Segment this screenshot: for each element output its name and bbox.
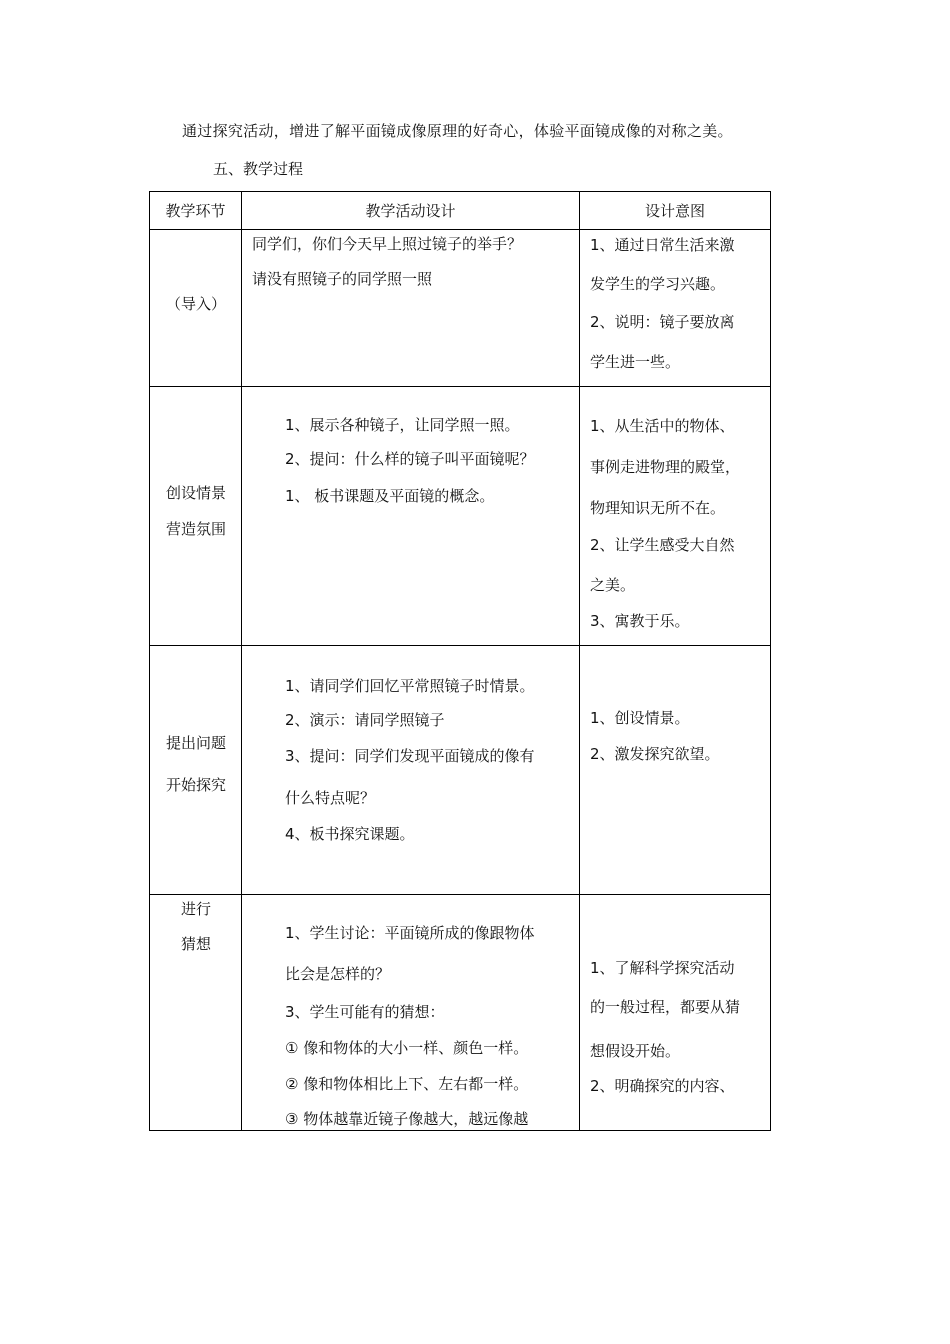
intent-line: 想假设开始。 [590,1042,681,1060]
stage-cell [150,646,242,895]
header-intent: 设计意图 [580,192,771,230]
table-row [150,646,771,895]
intent-line: 的一般过程，都要从猜 [590,998,741,1016]
stage-cell [150,895,242,1131]
activity-line: 请没有照镜子的同学照一照 [252,270,433,288]
intent-cell [580,387,771,646]
stage-label: 提出问题 [165,734,226,752]
intent-line: 1、从生活中的物体、 [590,417,735,435]
intent-cell [580,895,771,1131]
stage-label: （导入） [165,295,226,313]
activity-line: 比会是怎样的？ [285,965,391,983]
activity-line: 3、学生可能有的猜想： [285,1003,445,1021]
teaching-process-table [149,191,771,1131]
activity-line: ③ 物体越靠近镜子像越大，越远像越 [285,1110,529,1128]
stage-cell [150,230,242,387]
stage-label: 营造氛围 [165,520,226,538]
stage-label: 创设情景 [165,484,226,502]
activity-cell [242,230,580,387]
activity-cell [242,387,580,646]
activity-line: 2、提问：什么样的镜子叫平面镜呢？ [285,450,535,468]
activity-line: 1、展示各种镜子，让同学照一照。 [285,416,520,434]
intent-line: 物理知识无所不在。 [590,499,726,517]
header-stage: 教学环节 [150,192,242,230]
activity-line: ① 像和物体的大小一样、颜色一样。 [285,1039,529,1057]
intent-line: 事例走进物理的殿堂， [590,458,741,476]
activity-cell [242,646,580,895]
intent-line: 2、说明：镜子要放离 [590,313,735,331]
section-title: 五、教学过程 [213,160,304,178]
activity-line: 1、学生讨论：平面镜所成的像跟物体 [285,924,535,942]
intent-line: 2、激发探究欲望。 [590,745,720,763]
activity-line: 什么特点呢？ [285,789,376,807]
activity-cell [242,895,580,1131]
stage-label: 进行 [180,900,211,918]
intro-paragraph: 通过探究活动，增进了解平面镜成像原理的好奇心，体验平面镜成像的对称之美。 [182,122,733,140]
stage-label: 猜想 [180,935,211,953]
stage-label: 开始探究 [165,776,226,794]
table-row [150,230,771,387]
header-activity: 教学活动设计 [242,192,580,230]
stage-cell [150,387,242,646]
activity-line: 1、请同学们回忆平常照镜子时情景。 [285,677,535,695]
intent-line: 1、创设情景。 [590,709,690,727]
activity-line: ② 像和物体相比上下、左右都一样。 [285,1075,529,1093]
activity-line: 3、提问：同学们发现平面镜成的像有 [285,747,535,765]
intent-cell [580,230,771,387]
table-header-row [150,192,771,230]
activity-line: 2、演示：请同学照镜子 [285,711,445,729]
table-row [150,895,771,1131]
activity-line: 同学们，你们今天早上照过镜子的举手？ [252,235,523,253]
intent-line: 之美。 [590,576,636,594]
intent-line: 3、寓教于乐。 [590,612,690,630]
intent-line: 1、了解科学探究活动 [590,959,735,977]
intent-line: 2、让学生感受大自然 [590,536,735,554]
intent-line: 学生进一些。 [590,353,681,371]
activity-line: 4、板书探究课题。 [285,825,415,843]
intent-line: 发学生的学习兴趣。 [590,275,726,293]
intent-line: 2、明确探究的内容、 [590,1077,735,1095]
intent-line: 1、通过日常生活来激 [590,236,735,254]
intent-cell [580,646,771,895]
table-row [150,387,771,646]
activity-line: 1、 板书课题及平面镜的概念。 [285,487,495,505]
